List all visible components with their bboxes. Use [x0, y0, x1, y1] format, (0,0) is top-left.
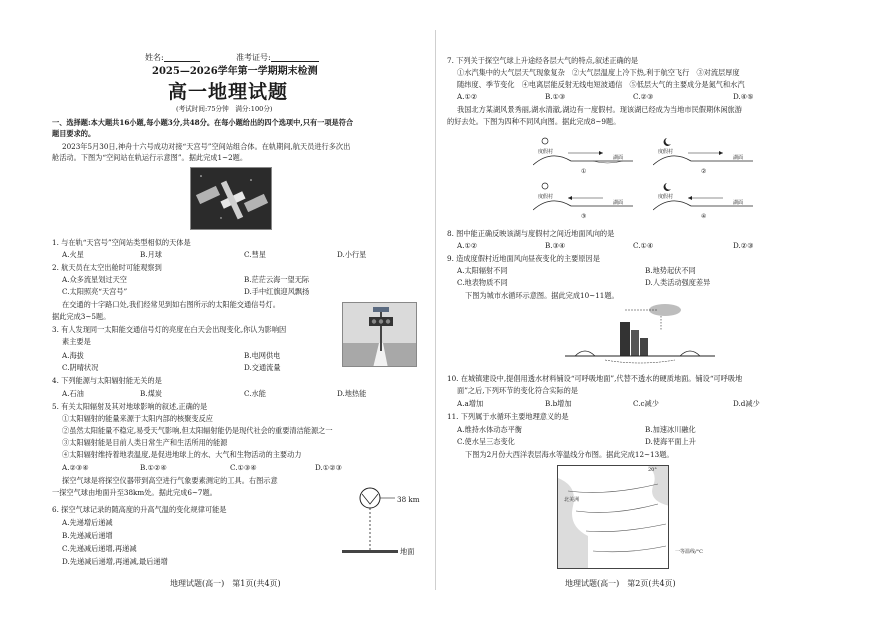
- section1-instruction-1: 一、选择题:本大题共16小题,每小题3分,共48分。在每小题给出的四个选项中,只有一项是符合: [52, 118, 354, 127]
- q1-option-a[interactable]: A.火星: [62, 250, 84, 259]
- q3-option-a[interactable]: A.海拔: [62, 351, 84, 360]
- q10-option-c[interactable]: C.c减少: [633, 399, 659, 408]
- q7-option-c[interactable]: C.②③: [633, 92, 654, 101]
- q5-item-4: ④太阳辐射维持着地表温度,是促进地球上的水、大气和生物活动的主要动力: [62, 450, 302, 459]
- q9-option-a[interactable]: A.太阳辐射不同: [457, 266, 508, 275]
- q1-option-b[interactable]: B.月球: [140, 250, 162, 259]
- q2-option-b[interactable]: B.茫茫云海一望无际: [244, 275, 310, 284]
- name-field: 姓名:: [145, 53, 200, 62]
- q5-option-a[interactable]: A.②③④: [62, 463, 89, 472]
- q1-option-c[interactable]: C.彗星: [244, 250, 266, 259]
- q3-option-d[interactable]: D.交通流量: [244, 363, 281, 372]
- q11-option-b[interactable]: B.加速冰川融化: [645, 425, 696, 434]
- q6-option-b[interactable]: B.先递减后递增: [62, 531, 113, 540]
- q11-option-d[interactable]: D.使海平面上升: [645, 437, 696, 446]
- question-8: 8. 图中能正确反映该湖与度假村之间近地面风向的是: [447, 229, 615, 238]
- q2-option-c[interactable]: C.太阳照亮“天宫号”: [62, 287, 128, 296]
- intro-q1-2-line2: 舱活动。下图为“空间站在轨运行示意图”。据此完成1~2题。: [52, 153, 248, 162]
- q8-option-d[interactable]: D.②③: [733, 241, 754, 250]
- fig-ground-label: 地面: [400, 547, 415, 556]
- q8-option-c[interactable]: C.①④: [633, 241, 654, 250]
- map-legend: 一等温线/°C: [675, 549, 704, 555]
- q8-option-a[interactable]: A.①②: [457, 241, 478, 250]
- main-title: 高一地理试题: [168, 81, 289, 103]
- fig-38km-label: 38 km: [397, 495, 420, 504]
- solar-traffic-light-figure: [342, 302, 417, 367]
- intro-q12-13: 下图为2月份大西洋表层海水等温线分布图。据此完成12~13题。: [465, 450, 674, 459]
- q9-option-c[interactable]: C.地表物质不同: [457, 278, 508, 287]
- urban-water-cycle-figure: [565, 300, 715, 366]
- wind-figure-2: 度假村 湖面 ②: [653, 135, 763, 175]
- exam-number-field: 准考证号:: [236, 53, 319, 62]
- atlantic-isotherm-map: [557, 465, 669, 569]
- q11-option-c[interactable]: C.使水呈三态变化: [457, 437, 515, 446]
- q5-option-d[interactable]: D.①②③: [315, 463, 343, 472]
- question-3-line1: 3. 有人发现同一太阳能交通信号灯的亮度在白天会出现变化,你认为影响因: [52, 325, 287, 334]
- question-3-line2: 素主要是: [62, 337, 91, 346]
- question-4: 4. 下列能源与太阳辐射能无关的是: [52, 376, 162, 385]
- q7-option-a[interactable]: A.①②: [457, 92, 478, 101]
- q4-option-b[interactable]: B.煤炭: [140, 389, 162, 398]
- wind-figure-1: 度假村 湖面 ①: [533, 135, 643, 175]
- intro-q6-7-line2: 一探空气球由地面升至38km处。据此完成6~7题。: [52, 488, 217, 497]
- q3-option-b[interactable]: B.电网供电: [244, 351, 281, 360]
- right-page: [435, 0, 870, 619]
- left-footer: 地理试题(高一) 第1页(共4页): [170, 579, 281, 588]
- q7-items-line1: ①水汽集中的大气层天气现象复杂 ②大气层温度上冷下热,利于航空飞行 ③对流层厚度: [457, 68, 740, 77]
- q3-option-c[interactable]: C.阴晴状况: [62, 363, 99, 372]
- intro-q6-7-line1: 探空气球是将探空仪器带到高空进行气象要素测定的工具。右图示意: [62, 476, 278, 485]
- q9-option-b[interactable]: B.地势起伏不同: [645, 266, 696, 275]
- intro-q1-2-line1: 2023年5月30日,神舟十六号成功对接“天宫号”空间站组合体。在轨期间,航天员进行多次出: [62, 142, 351, 151]
- map-label-north-america: 北美洲: [564, 497, 580, 503]
- right-footer: 地理试题(高一) 第2页(共4页): [565, 579, 676, 588]
- intro-q8-9-line1: 我国北方某湖风景秀丽,湖水清澈,湖边有一度假村。现该湖已经成为当地市民假期休闲旅游: [457, 105, 742, 114]
- question-9: 9. 造成度假村近地面风向昼夜变化的主要原因是: [447, 254, 600, 263]
- q10-option-b[interactable]: B.b增加: [545, 399, 572, 408]
- intro-q8-9-line2: 的好去处。下图为四种不同风向图。据此完成8~9题。: [447, 117, 621, 126]
- question-11: 11. 下列属于水循环主要地理意义的是: [447, 412, 569, 421]
- intro-q3-5-line2: 据此完成3~5题。: [52, 312, 111, 321]
- q10-option-d[interactable]: D.d减少: [733, 399, 760, 408]
- q8-option-b[interactable]: B.③④: [545, 241, 566, 250]
- q11-option-a[interactable]: A.维持水体动态平衡: [457, 425, 522, 434]
- wind-figure-4: 度假村 湖面 ④: [653, 180, 763, 220]
- question-10-line1: 10. 在城镇建设中,提倡用透水材料铺设“可呼吸地面”,代替不透水的硬质地面。铺设“可呼吸地: [447, 374, 743, 383]
- map-label-20: 20°: [648, 467, 657, 473]
- question-6: 6. 探空气球记录的随高度的升高气温的变化规律可能是: [52, 505, 227, 514]
- question-1: 1. 与在轨“天宫号”空间站类型相似的天体是: [52, 238, 191, 247]
- q5-item-3: ③太阳辐射能是目前人类日常生产和生活所用的能源: [62, 438, 228, 447]
- section1-instruction-2: 题目要求的。: [52, 129, 96, 138]
- q5-option-b[interactable]: B.①②④: [140, 463, 167, 472]
- q5-item-1: ①太阳辐射的能量来源于太阳内部的核聚变反应: [62, 414, 213, 423]
- q4-option-c[interactable]: C.水能: [244, 389, 266, 398]
- wind-figure-3: 度假村 湖面 ③: [533, 180, 643, 220]
- q2-option-d[interactable]: D.手中红旗迎风飘扬: [244, 287, 310, 296]
- q4-option-d[interactable]: D.地热能: [337, 389, 367, 398]
- q9-option-d[interactable]: D.人类活动强度差异: [645, 278, 711, 287]
- q4-option-a[interactable]: A.石油: [62, 389, 84, 398]
- exam-info: (考试时间:75分钟 满分:100分): [176, 105, 273, 113]
- q6-option-a[interactable]: A.先递增后递减: [62, 518, 113, 527]
- exam-title: 2025—2026学年第一学期期末检测: [152, 66, 318, 77]
- q1-option-d[interactable]: D.小行星: [337, 250, 367, 259]
- intro-q10-11: 下图为城市水循环示意图。据此完成10~11题。: [465, 291, 619, 300]
- q7-option-b[interactable]: B.①③: [545, 92, 566, 101]
- question-10-line2: 面”之后,下列环节的变化符合实际的是: [457, 386, 578, 395]
- space-station-figure: [190, 167, 272, 230]
- question-5: 5. 有关太阳辐射及其对地球影响的叙述,正确的是: [52, 402, 208, 411]
- q2-option-a[interactable]: A.众多流星划过天空: [62, 275, 127, 284]
- q5-option-c[interactable]: C.①③④: [230, 463, 257, 472]
- q7-items-line2: 随纬度、季节变化 ④电离层能反射无线电短波通信 ⑤低层大气的主要成分是氮气和水汽: [457, 80, 745, 89]
- q6-option-c[interactable]: C.先递减后递增,再递减: [62, 544, 137, 553]
- question-2: 2. 航天员在太空出舱时可能观察到: [52, 263, 162, 272]
- intro-q3-5-line1: 在交通的十字路口处,我们经常见到如右图所示的太阳能交通信号灯。: [62, 300, 280, 309]
- question-7: 7. 下列关于探空气球上升途经各层大气的特点,叙述正确的是: [447, 56, 639, 65]
- q10-option-a[interactable]: A.a增加: [457, 399, 484, 408]
- q5-item-2: ②虽然太阳能量不稳定,易受天气影响,但太阳辐射能仍是现代社会的重要清洁能源之一: [62, 426, 333, 435]
- q7-option-d[interactable]: D.④⑤: [733, 92, 754, 101]
- q6-option-d[interactable]: D.先递减后递增,再递减,最后递增: [62, 557, 168, 566]
